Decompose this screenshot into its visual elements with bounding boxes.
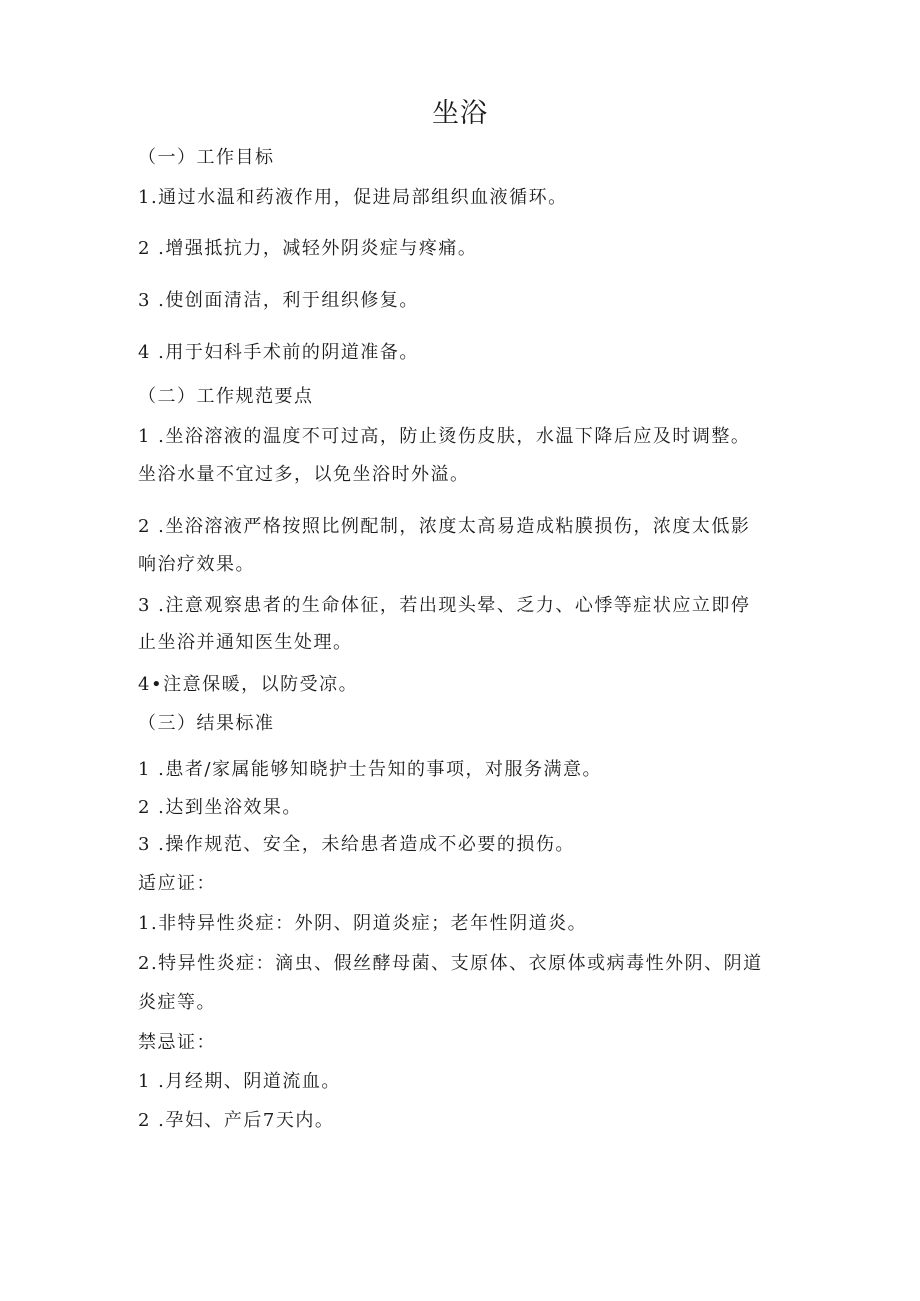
result-item-1: 1 .患者/家属能够知晓护士告知的事项，对服务满意。	[138, 759, 602, 780]
goal-item-1: 1.通过水温和药液作用，促进局部组织血液循环。	[138, 187, 568, 208]
section-heading-work-goals: （一）工作目标	[138, 147, 275, 168]
standard-item-1-line-1: 1 .坐浴溶液的温度不可过高，防止烫伤皮肤，水温下降后应及时调整。	[138, 426, 751, 447]
section-heading-result-criteria: （三）结果标准	[138, 713, 275, 734]
goal-item-3: 3 .使创面清洁，利于组织修复。	[138, 290, 419, 311]
goal-item-2: 2 .增强抵抗力，减轻外阴炎症与疼痛。	[138, 238, 478, 259]
standard-item-3-line-1: 3 .注意观察患者的生命体征，若出现头晕、乏力、心悸等症状应立即停	[138, 595, 751, 616]
result-item-2: 2 .达到坐浴效果。	[138, 797, 302, 818]
standard-item-3-line-2: 止坐浴并通知医生处理。	[138, 632, 353, 653]
standard-item-4: 4•注意保暖，以防受凉。	[138, 674, 359, 695]
contraindications-heading: 禁忌证：	[138, 1032, 216, 1053]
result-item-3: 3 .操作规范、安全，未给患者造成不必要的损伤。	[138, 834, 575, 855]
standard-item-1-line-2: 坐浴水量不宜过多，以免坐浴时外溢。	[138, 464, 470, 485]
goal-item-4: 4 .用于妇科手术前的阴道准备。	[138, 342, 419, 363]
indication-item-2-line-1: 2.特异性炎症：滴虫、假丝酵母菌、支原体、衣原体或病毒性外阴、阴道	[138, 953, 763, 974]
standard-item-2-line-2: 响治疗效果。	[138, 554, 255, 575]
contraindication-item-2: 2 .孕妇、产后7天内。	[138, 1110, 335, 1131]
indications-heading: 适应证：	[138, 873, 216, 894]
indication-item-1: 1.非特异性炎症：外阴、阴道炎症；老年性阴道炎。	[138, 913, 588, 934]
contraindication-item-1: 1 .月经期、阴道流血。	[138, 1071, 341, 1092]
indication-item-2-line-2: 炎症等。	[138, 992, 216, 1013]
document-title: 坐浴	[432, 98, 488, 129]
section-heading-work-standards: （二）工作规范要点	[138, 386, 314, 407]
standard-item-2-line-1: 2 .坐浴溶液严格按照比例配制，浓度太高易造成粘膜损伤，浓度太低影	[138, 516, 751, 537]
